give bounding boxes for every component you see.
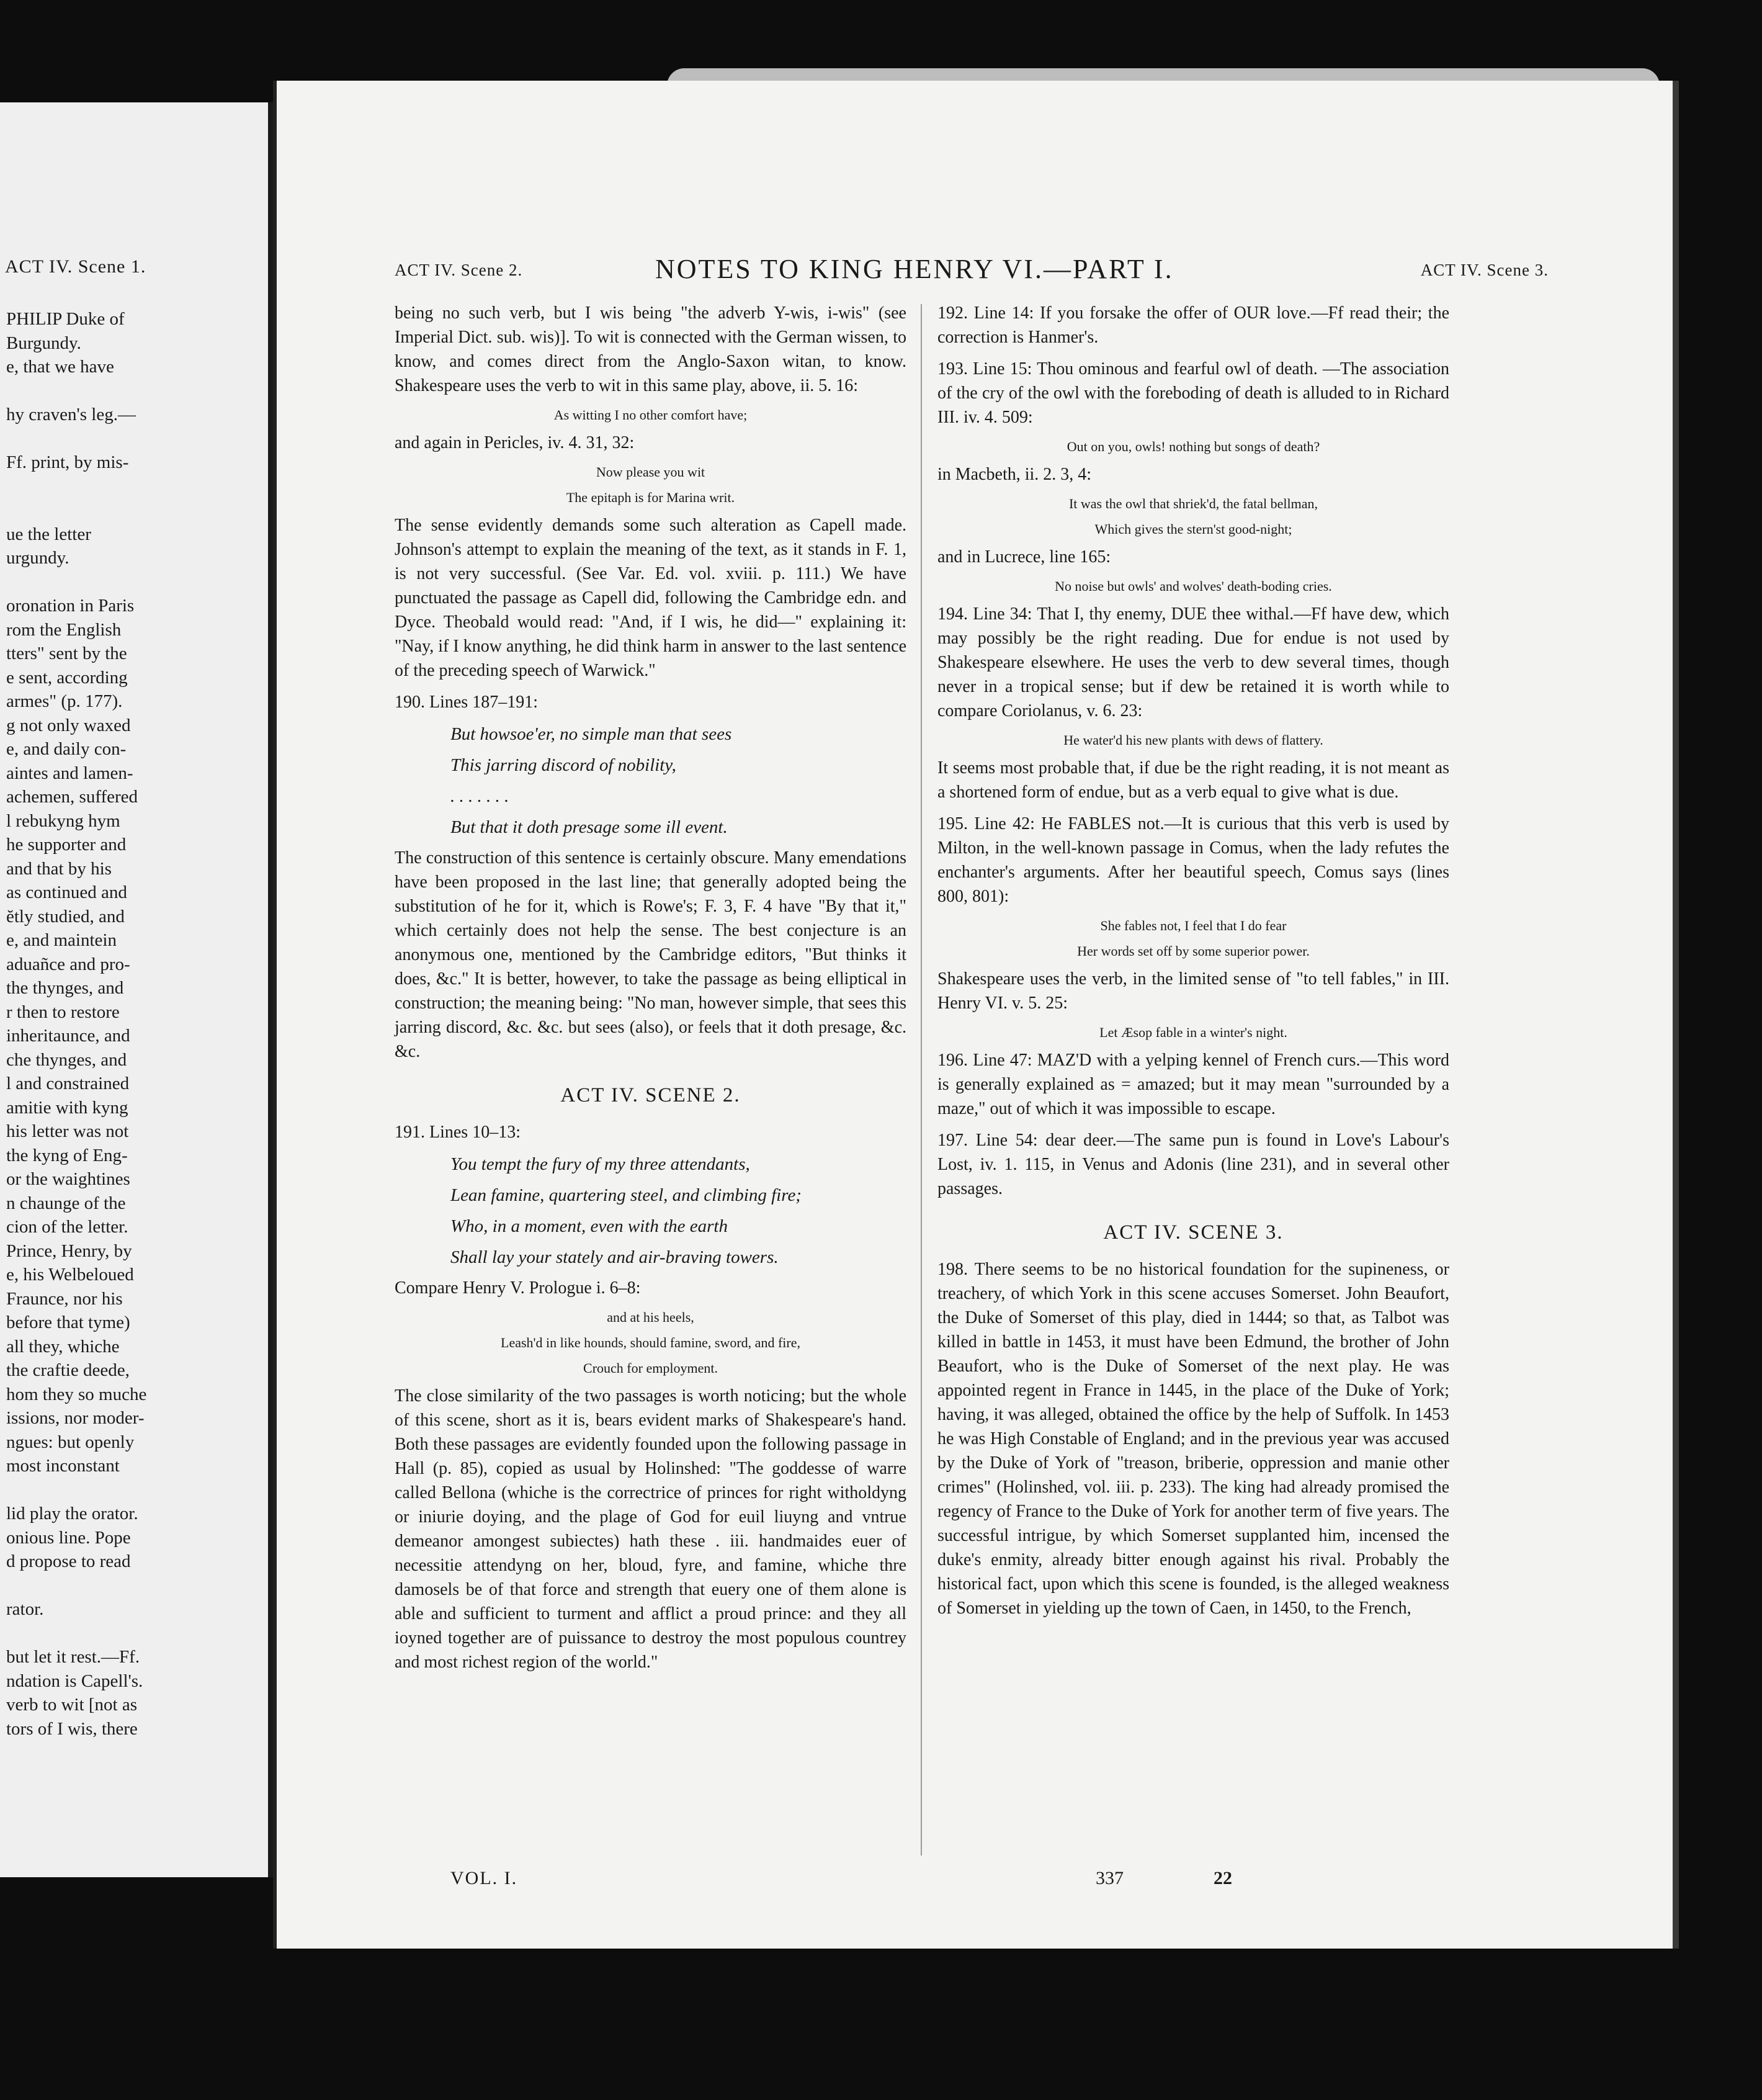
left-page-line (6, 427, 146, 451)
verse-quote: Which gives the stern'st good-night; (1094, 521, 1292, 537)
note-paragraph: in Macbeth, ii. 2. 3, 4: (937, 465, 1092, 484)
left-page-line: and that by his (6, 858, 112, 879)
left-page-line: Fraunce, nor his (6, 1288, 123, 1309)
page-number: 337 (1096, 1868, 1124, 1888)
section-heading: ACT IV. SCENE 2. (560, 1084, 741, 1106)
left-page-line: g not only waxed (6, 715, 131, 735)
act-scene-right: ACT IV. Scene 3. (1420, 261, 1549, 279)
running-header (395, 253, 1549, 290)
volume-label: VOL. I. (450, 1868, 518, 1888)
verse-quote: Out on you, owls! nothing but songs of death? (1067, 439, 1320, 454)
note-paragraph: and in Lucrece, line 165: (937, 547, 1111, 567)
left-page-line: his letter was not (6, 1121, 129, 1141)
note-paragraph: 198. There seems to be no historical foundation for the supineness, or treachery, of which York in this scene accuses Somerset. John Beaufort, the Duke of Somerset of this play, died in 1444; so that, as Talbot was killed in battle in 1453, it must have been Edmund, the brother of John Beaufort, who is the Duke of Somerset of the next play. He was appointed regent in France in 1445, in the place of the Duke of York; having, it was alleged, obtained the office by the help of Suffolk. In 1453 he was High Constable of England; and in the previous year was accused by the Duke of York of "treason, briberie, oppression and manie other crimes" (Holinshed, vol. iii. p. 233). The king had already promised the regency of France to the Duke of York for another term of five years. The successful intrigue, by which Somerset supplanted him, incensed the duke's enmity, already bitter enough against his rival. Probably the historical fact, upon which this scene is founded, is the alleged weakness of Somerset in yielding up the town of Caen, in 1450, to the French, (937, 1260, 1449, 1618)
left-page-line (6, 1574, 146, 1598)
left-page-line: as continued and (6, 882, 127, 902)
left-page-line: ĕtly studied, and (6, 906, 125, 927)
left-page-line: he supporter and (6, 835, 127, 855)
left-page-line: the craftie deede, (6, 1360, 130, 1380)
note-paragraph: 193. Line 15: Thou ominous and fearful owl of death. —The association of the cry of the owl with the foreboding of death is alluded to in Richard III. iv. 4. 509: (937, 359, 1449, 427)
verse-quote: . . . . . . . (450, 786, 509, 806)
verse-quote: Who, in a moment, even with the earth (450, 1216, 728, 1236)
left-page-line: hom they so muche (6, 1384, 147, 1404)
left-page-line (6, 475, 146, 499)
section-heading: ACT IV. SCENE 3. (1103, 1221, 1284, 1244)
left-page-line (6, 1478, 146, 1502)
verse-quote: As witting I no other comfort have; (553, 407, 748, 423)
verse-quote: It was the owl that shriek'd, the fatal bellman, (1068, 496, 1318, 511)
verse-quote: But that it doth presage some ill event. (450, 817, 728, 837)
note-paragraph: 197. Line 54: dear deer.—The same pun is found in Love's Labour's Lost, iv. 1. 115, in Venus and Adonis (line 231), and in several other passages. (937, 1131, 1449, 1198)
verse-quote: and at his heels, (607, 1309, 694, 1325)
verse-quote: Lean famine, quartering steel, and climbing fire; (450, 1185, 802, 1205)
left-page-line: cion of the letter. (6, 1217, 128, 1237)
verse-quote: He water'd his new plants with dews of flattery. (1063, 732, 1323, 748)
left-page-line: PHILIP Duke of (6, 309, 125, 329)
left-page-line (6, 570, 146, 595)
left-page-line: e sent, according (6, 667, 128, 688)
note-paragraph: and again in Pericles, iv. 4. 31, 32: (395, 433, 635, 452)
left-page-line: e, and daily con- (6, 739, 127, 759)
verse-quote: Her words set off by some superior power. (1077, 943, 1310, 959)
left-page-line: oronation in Paris (6, 596, 135, 616)
left-page-line: che thynges, and (6, 1049, 127, 1070)
left-page-line: ndation is Capell's. (6, 1671, 143, 1691)
left-page-line: before that tyme) (6, 1312, 130, 1332)
left-page-line: amitie with kyng (6, 1097, 128, 1118)
signature-mark: 22 (1214, 1868, 1232, 1888)
left-page-line: but let it rest.—Ff. (6, 1647, 140, 1667)
left-page-line (6, 1622, 146, 1646)
note-paragraph: 190. Lines 187–191: (395, 693, 538, 712)
verse-quote: No noise but owls' and wolves' death-boding cries. (1055, 578, 1332, 594)
left-page-line: onious line. Pope (6, 1527, 131, 1548)
left-page-line: most inconstant (6, 1456, 120, 1476)
note-paragraph: being no such verb, but I wis being "the adverb Y-wis, i-wis" (see Imperial Dict. sub. wis)]. To wit is connected with the German wissen, to know, and comes direct from the Anglo-Saxon witan, to know. Shakespeare uses the verb to wit in this same play, above, ii. 5. 16: (395, 303, 906, 395)
left-page-line: or the waightines (6, 1169, 130, 1189)
note-paragraph: 196. Line 47: MAZ'D with a yelping kennel of French curs.—This word is generally explained as = amazed; but it may mean "surrounded by a maze," out of which it was impossible to escape. (937, 1051, 1449, 1118)
left-page-line: rom the English (6, 619, 122, 640)
note-paragraph: The sense evidently demands some such alteration as Capell made. Johnson's attempt to explain the meaning of the text, as it stands in F. 1, is not very successful. (See Var. Ed. vol. xviii. p. 111.) We have punctuated the passage as Capell did, following the Cambridge edn. and Dyce. Theobald would read: "And, if I wis, he did—" explaining it: "Nay, if I know anything, he did think harm in answer to the last sentence of the preceding speech of Warwick." (395, 516, 906, 680)
act-scene-left: ACT IV. Scene 2. (395, 261, 523, 279)
left-page-line: r then to restore (6, 1002, 120, 1022)
right-column (937, 301, 1449, 1628)
left-page-line: hy craven's leg.— (6, 405, 136, 424)
note-paragraph: Shakespeare uses the verb, in the limited sense of "to tell fables," in III. Henry VI. v. 5. 25: (937, 969, 1449, 1013)
right-page (273, 81, 1679, 1949)
left-page-line: e, his Welbeloued (6, 1265, 134, 1285)
left-page-line: the kyng of Eng- (6, 1145, 128, 1165)
note-paragraph: It seems most probable that, if due be the right reading, it is not meant as a shortened form of endue, but as a verb equal to give what is due. (937, 758, 1449, 802)
left-page-line: Ff. print, by mis- (6, 452, 129, 472)
note-paragraph: The construction of this sentence is certainly obscure. Many emendations have been proposed in the last line; that generally adopted being the substitution of he for it, which is Rowe's; F. 3, F. 4 have "By that it," which certainly does not help the sense. The best conjecture is an anonymous one, mentioned by the Cambridge editors, "But thinks it does, &c." It is better, however, to take the passage as being elliptical in construction; the meaning being: "No man, however simple, that sees this jarring discord, &c. &c. but sees (also), or feels that it doth presage, &c. &c. (395, 848, 906, 1061)
left-page-line: ngues: but openly (6, 1432, 135, 1452)
left-page-line: rator. (6, 1599, 44, 1619)
left-page-line: the thynges, and (6, 978, 124, 998)
note-paragraph: Compare Henry V. Prologue i. 6–8: (395, 1278, 641, 1298)
left-page-line: inheritaunce, and (6, 1026, 130, 1046)
left-page-line: Burgundy. (6, 333, 81, 353)
left-page-line: tors of I wis, there (6, 1718, 138, 1739)
note-paragraph: 195. Line 42: He FABLES not.—It is curious that this verb is used by Milton, in the well-known passage in Comus, when the lady refutes the enchanter's arguments. After her beautiful speech, Comus says (lines 800, 801): (937, 814, 1449, 906)
note-paragraph: 191. Lines 10–13: (395, 1123, 521, 1142)
left-page-header: ACT IV. Scene 1. (5, 256, 146, 277)
verse-quote: Leash'd in like hounds, should famine, sword, and fire, (501, 1335, 800, 1350)
left-page-line: tters" sent by the (6, 644, 127, 663)
left-page-line: d propose to read (6, 1551, 131, 1571)
left-page-line: l rebukyng hym (6, 810, 120, 831)
left-page-line (6, 379, 146, 403)
left-page-line: all they, whiche (6, 1336, 120, 1357)
verse-quote: She fables not, I feel that I do fear (1100, 918, 1287, 933)
verse-quote: Now please you wit (596, 464, 705, 480)
column-divider (921, 304, 922, 1855)
left-page-line: lid play the orator. (6, 1504, 138, 1523)
left-page-line: e, that we have (6, 357, 114, 377)
left-page-line: achemen, suffered (6, 787, 138, 807)
left-page-line: l and constrained (6, 1074, 130, 1093)
page-footer (395, 1868, 1549, 1893)
note-paragraph: 192. Line 14: If you forsake the offer of OUR love.—Ff read their; the correction is Hanmer's. (937, 303, 1449, 347)
left-page-line: e, and maintein (6, 930, 117, 950)
verse-quote: Let Æsop fable in a winter's night. (1099, 1025, 1287, 1040)
left-page-line: urgundy. (6, 548, 69, 568)
left-page-line: aduañce and pro- (6, 954, 130, 974)
left-page-text (6, 307, 146, 1741)
left-page-line: n chaunge of the (6, 1193, 126, 1213)
verse-quote: This jarring discord of nobility, (450, 755, 676, 775)
left-page-line: verb to wit [not as (6, 1695, 138, 1715)
verse-quote: Shall lay your stately and air-braving towers. (450, 1247, 779, 1267)
left-page-line: Prince, Henry, by (6, 1241, 132, 1261)
page-title: NOTES TO KING HENRY VI.—PART I. (655, 254, 1174, 284)
verse-quote: The epitaph is for Marina writ. (566, 490, 735, 505)
note-paragraph: The close similarity of the two passages is worth noticing; but the whole of this scene, short as it is, bears evident marks of Shakespeare's hand. Both these passages are evidently founded upon the following passage in Hall (p. 85), copied as usual by Holinshed: "The goddesse of warre called Bellona (whiche is the correctrice of princes for right witholdyng or iniurie doying, and the plage of God for euil liuyng and vntrue demeanor amongest subiectes) hath these . iii. handmaides euer of necessitie attendyng on her, bloud, fyre, and famine, whiche thre damosels be of that force and strength that euery one of them alone is able and sufficient to turment and afflict a proud prince: and they all ioyned together are of puissance to destroy the most populous countrey and most richest region of the world." (395, 1386, 906, 1672)
left-page-line (6, 498, 146, 523)
left-page (0, 102, 268, 1877)
left-column (395, 301, 906, 1682)
verse-quote: But howsoe'er, no simple man that sees (450, 724, 732, 744)
left-page-line: ue the letter (6, 524, 91, 544)
verse-quote: Crouch for employment. (583, 1360, 718, 1376)
left-page-line: armes" (p. 177). (6, 691, 123, 711)
note-paragraph: 194. Line 34: That I, thy enemy, DUE thee withal.—Ff have dew, which may possibly be the right reading. Due for endue is not used by Shakespeare elsewhere. He uses the verb to dew several times, though never in a tropical sense; but if dew be retained it is worth while to compare Coriolanus, v. 6. 23: (937, 604, 1449, 720)
left-page-line: issions, nor moder- (6, 1408, 145, 1428)
verse-quote: You tempt the fury of my three attendants, (450, 1154, 750, 1174)
left-page-line: aintes and lamen- (6, 763, 133, 783)
